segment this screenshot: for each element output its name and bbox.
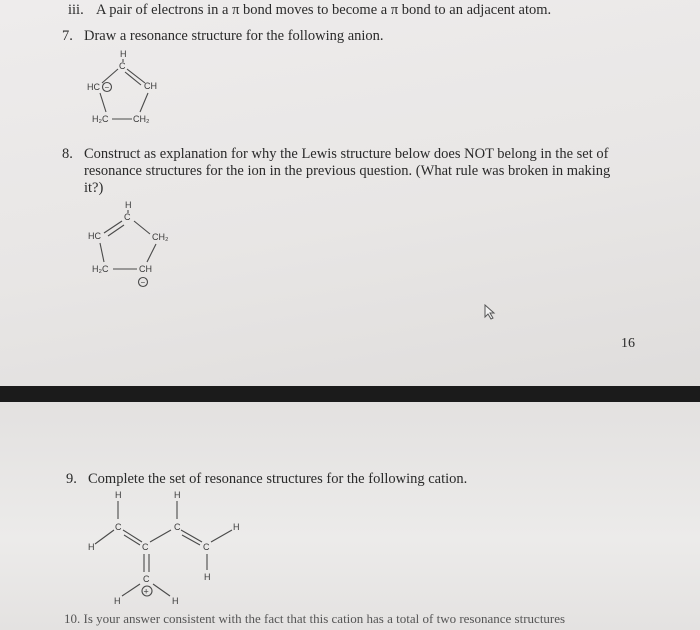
mol8-ch2-label: CH₂ bbox=[152, 232, 169, 242]
q10-text: 10. Is your answer consistent with the fact that this cation has a total of two resonance structures bbox=[64, 611, 566, 626]
q7-number: 7. bbox=[62, 28, 73, 44]
mol9-bond bbox=[122, 584, 140, 596]
mol8-h-label: H bbox=[125, 200, 132, 210]
mol7-bond bbox=[140, 93, 148, 112]
mol9-c-label: C bbox=[203, 542, 210, 552]
mol9-c-label: C bbox=[174, 522, 181, 532]
mol9-h-label: H bbox=[204, 572, 211, 582]
mol9-bond bbox=[211, 530, 232, 542]
mol7-hc-label: HC bbox=[87, 82, 100, 92]
q8-text: Construct as explanation for why the Lewis structure below does NOT belong in the set of resonance structures for the ion in the previous question. (What rule was broken in making it?) bbox=[84, 146, 611, 196]
mol7-h2c-label: H₂C bbox=[92, 114, 109, 124]
mol9-h-label: H bbox=[114, 596, 121, 606]
mol9-bond bbox=[150, 530, 171, 542]
mol8-hc-label: HC bbox=[88, 231, 101, 241]
conjugated-cation-structure bbox=[80, 486, 260, 608]
mol9-h-label: H bbox=[233, 522, 240, 532]
mol9-h-label: H bbox=[174, 490, 181, 500]
mol8-ch-label: CH bbox=[139, 264, 152, 274]
mol7-bond bbox=[100, 93, 106, 112]
mol9-c-label: C bbox=[115, 522, 122, 532]
item-iii-number: iii. bbox=[68, 2, 84, 18]
mol9-bond bbox=[153, 584, 170, 596]
mol7-ch-label: CH bbox=[144, 81, 157, 91]
mol8-bond bbox=[147, 244, 156, 262]
mol9-c-label: C bbox=[142, 542, 149, 552]
q9-text: Complete the set of resonance structures for the following cation. bbox=[88, 471, 468, 487]
page-number: 16 bbox=[621, 336, 635, 351]
mol9-plus-label: + bbox=[143, 586, 149, 597]
mol9-h-label: H bbox=[172, 596, 179, 606]
mol7-ch2-label: CH₂ bbox=[133, 114, 150, 124]
mol9-double-bond-inner bbox=[182, 535, 200, 545]
mol9-h-label: H bbox=[115, 490, 122, 500]
mol8-double-bond bbox=[104, 221, 122, 233]
cyclopentadienyl-anion-structure bbox=[80, 48, 180, 132]
mol7-h-label: H bbox=[120, 49, 127, 59]
mol7-c-label: C bbox=[119, 61, 126, 71]
page-gap-shadow bbox=[0, 386, 700, 402]
mouse-cursor-icon bbox=[483, 304, 497, 320]
mol8-bond bbox=[100, 243, 104, 262]
mol9-bond bbox=[95, 530, 114, 544]
mol7-bond bbox=[102, 69, 118, 83]
q8-number: 8. bbox=[62, 146, 73, 162]
incorrect-lewis-structure bbox=[82, 196, 192, 292]
mol8-h2c-label: H₂C bbox=[92, 264, 109, 274]
mol9-c-label: C bbox=[143, 574, 150, 584]
mol8-c-label: C bbox=[124, 212, 131, 222]
mol7-charge-label: − bbox=[104, 83, 110, 92]
mol9-h-label: H bbox=[88, 542, 95, 552]
q7-text: Draw a resonance structure for the following anion. bbox=[84, 28, 384, 44]
mol8-bond bbox=[134, 221, 150, 234]
mol8-double-bond-inner bbox=[108, 225, 124, 236]
item-iii-text: A pair of electrons in a π bond moves to become a π bond to an adjacent atom. bbox=[96, 2, 552, 18]
mol9-double-bond-inner bbox=[124, 535, 140, 545]
q9-number: 9. bbox=[66, 471, 77, 487]
mol8-charge-label: − bbox=[140, 278, 146, 287]
